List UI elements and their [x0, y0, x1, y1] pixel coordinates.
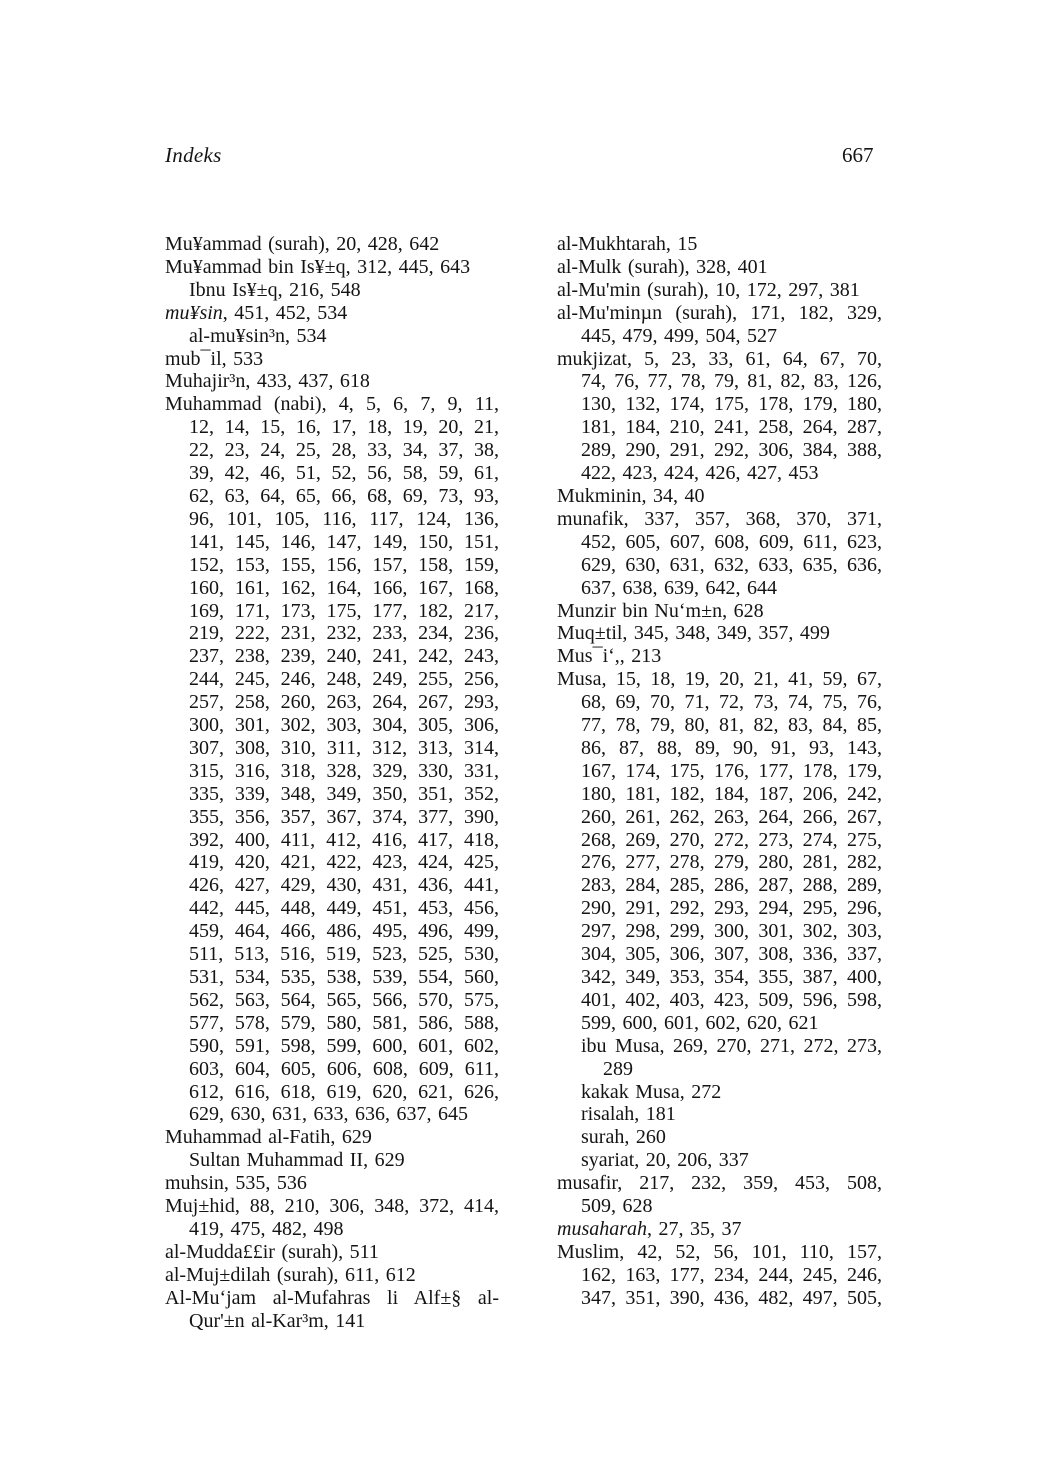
index-line: 590, 591, 598, 599, 600, 601, 602,: [189, 1034, 499, 1057]
index-line: surah, 260: [581, 1126, 666, 1149]
index-line: Mu¥ammad bin Is¥±q, 312, 445, 643: [165, 255, 471, 278]
index-line: 219, 222, 231, 232, 233, 234, 236,: [189, 622, 499, 645]
index-line: mub¯il, 533: [165, 347, 264, 370]
index-line: 335, 339, 348, 349, 350, 351, 352,: [189, 782, 499, 805]
italic-term: musaharah: [557, 1217, 648, 1240]
index-line: Ibnu Is¥±q, 216, 548: [189, 278, 361, 301]
index-line: 289, 290, 291, 292, 306, 384, 388,: [581, 439, 882, 462]
index-line: 86, 87, 88, 89, 90, 91, 93, 143,: [581, 736, 882, 759]
index-line: 419, 420, 421, 422, 423, 424, 425,: [189, 851, 499, 874]
index-line: 12, 14, 15, 16, 17, 18, 19, 20, 21,: [189, 416, 499, 439]
index-line: al-Mukhtarah, 15: [557, 233, 698, 255]
index-line: 290, 291, 292, 293, 294, 295, 296,: [581, 897, 882, 920]
index-line: ibu Musa, 269, 270, 271, 272, 273,: [581, 1034, 882, 1057]
index-line: kakak Musa, 272: [581, 1080, 722, 1103]
italic-term: mu¥sin: [165, 301, 223, 324]
index-line: Mus¯i‘,, 213: [557, 645, 662, 668]
index-line: muhsin, 535, 536: [165, 1172, 307, 1195]
index-line: 603, 604, 605, 606, 608, 609, 611,: [189, 1057, 499, 1080]
index-line: al-Mu'minµn (surah), 171, 182, 329,: [557, 301, 882, 324]
index-column-right: [557, 233, 882, 1310]
index-line: 167, 174, 175, 176, 177, 178, 179,: [581, 759, 882, 782]
index-line: 22, 23, 24, 25, 28, 33, 34, 37, 38,: [189, 439, 499, 462]
index-line: 342, 349, 353, 354, 355, 387, 400,: [581, 966, 882, 988]
index-line: 531, 534, 535, 538, 539, 554, 560,: [189, 966, 499, 988]
index-line: 307, 308, 310, 311, 312, 313, 314,: [189, 736, 499, 759]
index-line: Munzir bin Nu‘m±n, 628: [557, 599, 764, 622]
index-line: 599, 600, 601, 602, 620, 621: [581, 1011, 819, 1034]
index-line: 355, 356, 357, 367, 374, 377, 390,: [189, 805, 499, 828]
index-line: 419, 475, 482, 498: [189, 1217, 344, 1240]
index-line: 511, 513, 516, 519, 523, 525, 530,: [189, 943, 499, 966]
index-line: Mukminin, 34, 40: [557, 484, 705, 507]
index-line: 283, 284, 285, 286, 287, 288, 289,: [581, 874, 882, 897]
index-line: 392, 400, 411, 412, 416, 417, 418,: [189, 828, 499, 851]
index-line: 276, 277, 278, 279, 280, 281, 282,: [581, 851, 882, 874]
page-title: Indeks: [165, 143, 222, 167]
index-line: 260, 261, 262, 263, 264, 266, 267,: [581, 805, 882, 828]
index-line: 445, 479, 499, 504, 527: [581, 324, 777, 347]
index-line: mu¥sin, 451, 452, 534: [165, 301, 348, 324]
index-line: Muq±til, 345, 348, 349, 357, 499: [557, 622, 830, 645]
index-line: 426, 427, 429, 430, 431, 436, 441,: [189, 874, 499, 897]
page-number: 667: [842, 143, 874, 167]
index-line: 169, 171, 173, 175, 177, 182, 217,: [189, 599, 499, 622]
index-line: Mu¥ammad (surah), 20, 428, 642: [165, 233, 440, 255]
index-line: risalah, 181: [581, 1103, 676, 1126]
index-line: munafik, 337, 357, 368, 370, 371,: [557, 507, 882, 530]
index-line: 68, 69, 70, 71, 72, 73, 74, 75, 76,: [581, 691, 882, 714]
index-line: Muslim, 42, 52, 56, 101, 110, 157,: [557, 1240, 882, 1263]
index-line: 160, 161, 162, 164, 166, 167, 168,: [189, 576, 499, 599]
index-line: 629, 630, 631, 632, 633, 635, 636,: [581, 553, 882, 576]
index-line: Muhajir³n, 433, 437, 618: [165, 370, 370, 393]
index-line: 577, 578, 579, 580, 581, 586, 588,: [189, 1011, 499, 1034]
index-line: Musa, 15, 18, 19, 20, 21, 41, 59, 67,: [557, 668, 882, 691]
index-line: 268, 269, 270, 272, 273, 274, 275,: [581, 828, 882, 851]
index-line: 297, 298, 299, 300, 301, 302, 303,: [581, 920, 882, 943]
index-line: 77, 78, 79, 80, 81, 82, 83, 84, 85,: [581, 714, 882, 737]
index-line: al-Mu'min (surah), 10, 172, 297, 381: [557, 278, 860, 301]
index-line: Al-Mu‘jam al-Mufahras li Alf±§ al-: [165, 1286, 499, 1309]
index-line: musafir, 217, 232, 359, 453, 508,: [557, 1172, 882, 1195]
index-line: 96, 101, 105, 116, 117, 124, 136,: [189, 507, 499, 530]
index-line: 289: [603, 1057, 633, 1080]
index-line: al-Mudda££ir (surah), 511: [165, 1240, 379, 1263]
index-line: 180, 181, 182, 184, 187, 206, 242,: [581, 782, 882, 805]
index-line: 130, 132, 174, 175, 178, 179, 180,: [581, 393, 882, 416]
index-line: 62, 63, 64, 65, 66, 68, 69, 73, 93,: [189, 484, 499, 507]
index-line: Qur'±n al-Kar³m, 141: [189, 1309, 366, 1332]
index-line: 637, 638, 639, 642, 644: [581, 576, 777, 599]
index-line: 612, 616, 618, 619, 620, 621, 626,: [189, 1080, 499, 1103]
index-line: Sultan Muhammad II, 629: [189, 1149, 405, 1172]
index-line: 315, 316, 318, 328, 329, 330, 331,: [189, 759, 499, 782]
index-line: syariat, 20, 206, 337: [581, 1149, 749, 1172]
index-line: 181, 184, 210, 241, 258, 264, 287,: [581, 416, 882, 439]
index-line: 141, 145, 146, 147, 149, 150, 151,: [189, 530, 499, 553]
index-line: 452, 605, 607, 608, 609, 611, 623,: [581, 530, 882, 553]
index-line: Muj±hid, 88, 210, 306, 348, 372, 414,: [165, 1195, 499, 1218]
index-line: 629, 630, 631, 633, 636, 637, 645: [189, 1103, 468, 1126]
index-line: al-Mulk (surah), 328, 401: [557, 255, 768, 278]
index-line: musaharah, 27, 35, 37: [557, 1217, 742, 1240]
index-line: 162, 163, 177, 234, 244, 245, 246,: [581, 1263, 882, 1286]
index-line: 422, 423, 424, 426, 427, 453: [581, 462, 819, 485]
index-line: 442, 445, 448, 449, 451, 453, 456,: [189, 897, 499, 920]
index-line: Muhammad al-Fatih, 629: [165, 1126, 372, 1149]
index-line: 459, 464, 466, 486, 495, 496, 499,: [189, 920, 499, 943]
index-line: Muhammad (nabi), 4, 5, 6, 7, 9, 11,: [165, 393, 499, 416]
index-line: 300, 301, 302, 303, 304, 305, 306,: [189, 714, 499, 737]
index-line: 152, 153, 155, 156, 157, 158, 159,: [189, 553, 499, 576]
index-line: 257, 258, 260, 263, 264, 267, 293,: [189, 691, 499, 714]
index-line: 304, 305, 306, 307, 308, 336, 337,: [581, 943, 882, 966]
index-line: 347, 351, 390, 436, 482, 497, 505,: [581, 1286, 882, 1309]
index-column-left: [165, 233, 499, 1333]
index-line: al-Muj±dilah (surah), 611, 612: [165, 1263, 416, 1286]
index-line: 562, 563, 564, 565, 566, 570, 575,: [189, 988, 499, 1011]
index-line: 74, 76, 77, 78, 79, 81, 82, 83, 126,: [581, 370, 882, 393]
index-line: 244, 245, 246, 248, 249, 255, 256,: [189, 668, 499, 691]
index-line: 509, 628: [581, 1195, 653, 1218]
index-line: al-mu¥sin³n, 534: [189, 324, 327, 347]
index-line: 237, 238, 239, 240, 241, 242, 243,: [189, 645, 499, 668]
index-line: 39, 42, 46, 51, 52, 56, 58, 59, 61,: [189, 462, 499, 485]
index-line: mukjizat, 5, 23, 33, 61, 64, 67, 70,: [557, 347, 882, 370]
index-line: 401, 402, 403, 423, 509, 596, 598,: [581, 988, 882, 1011]
